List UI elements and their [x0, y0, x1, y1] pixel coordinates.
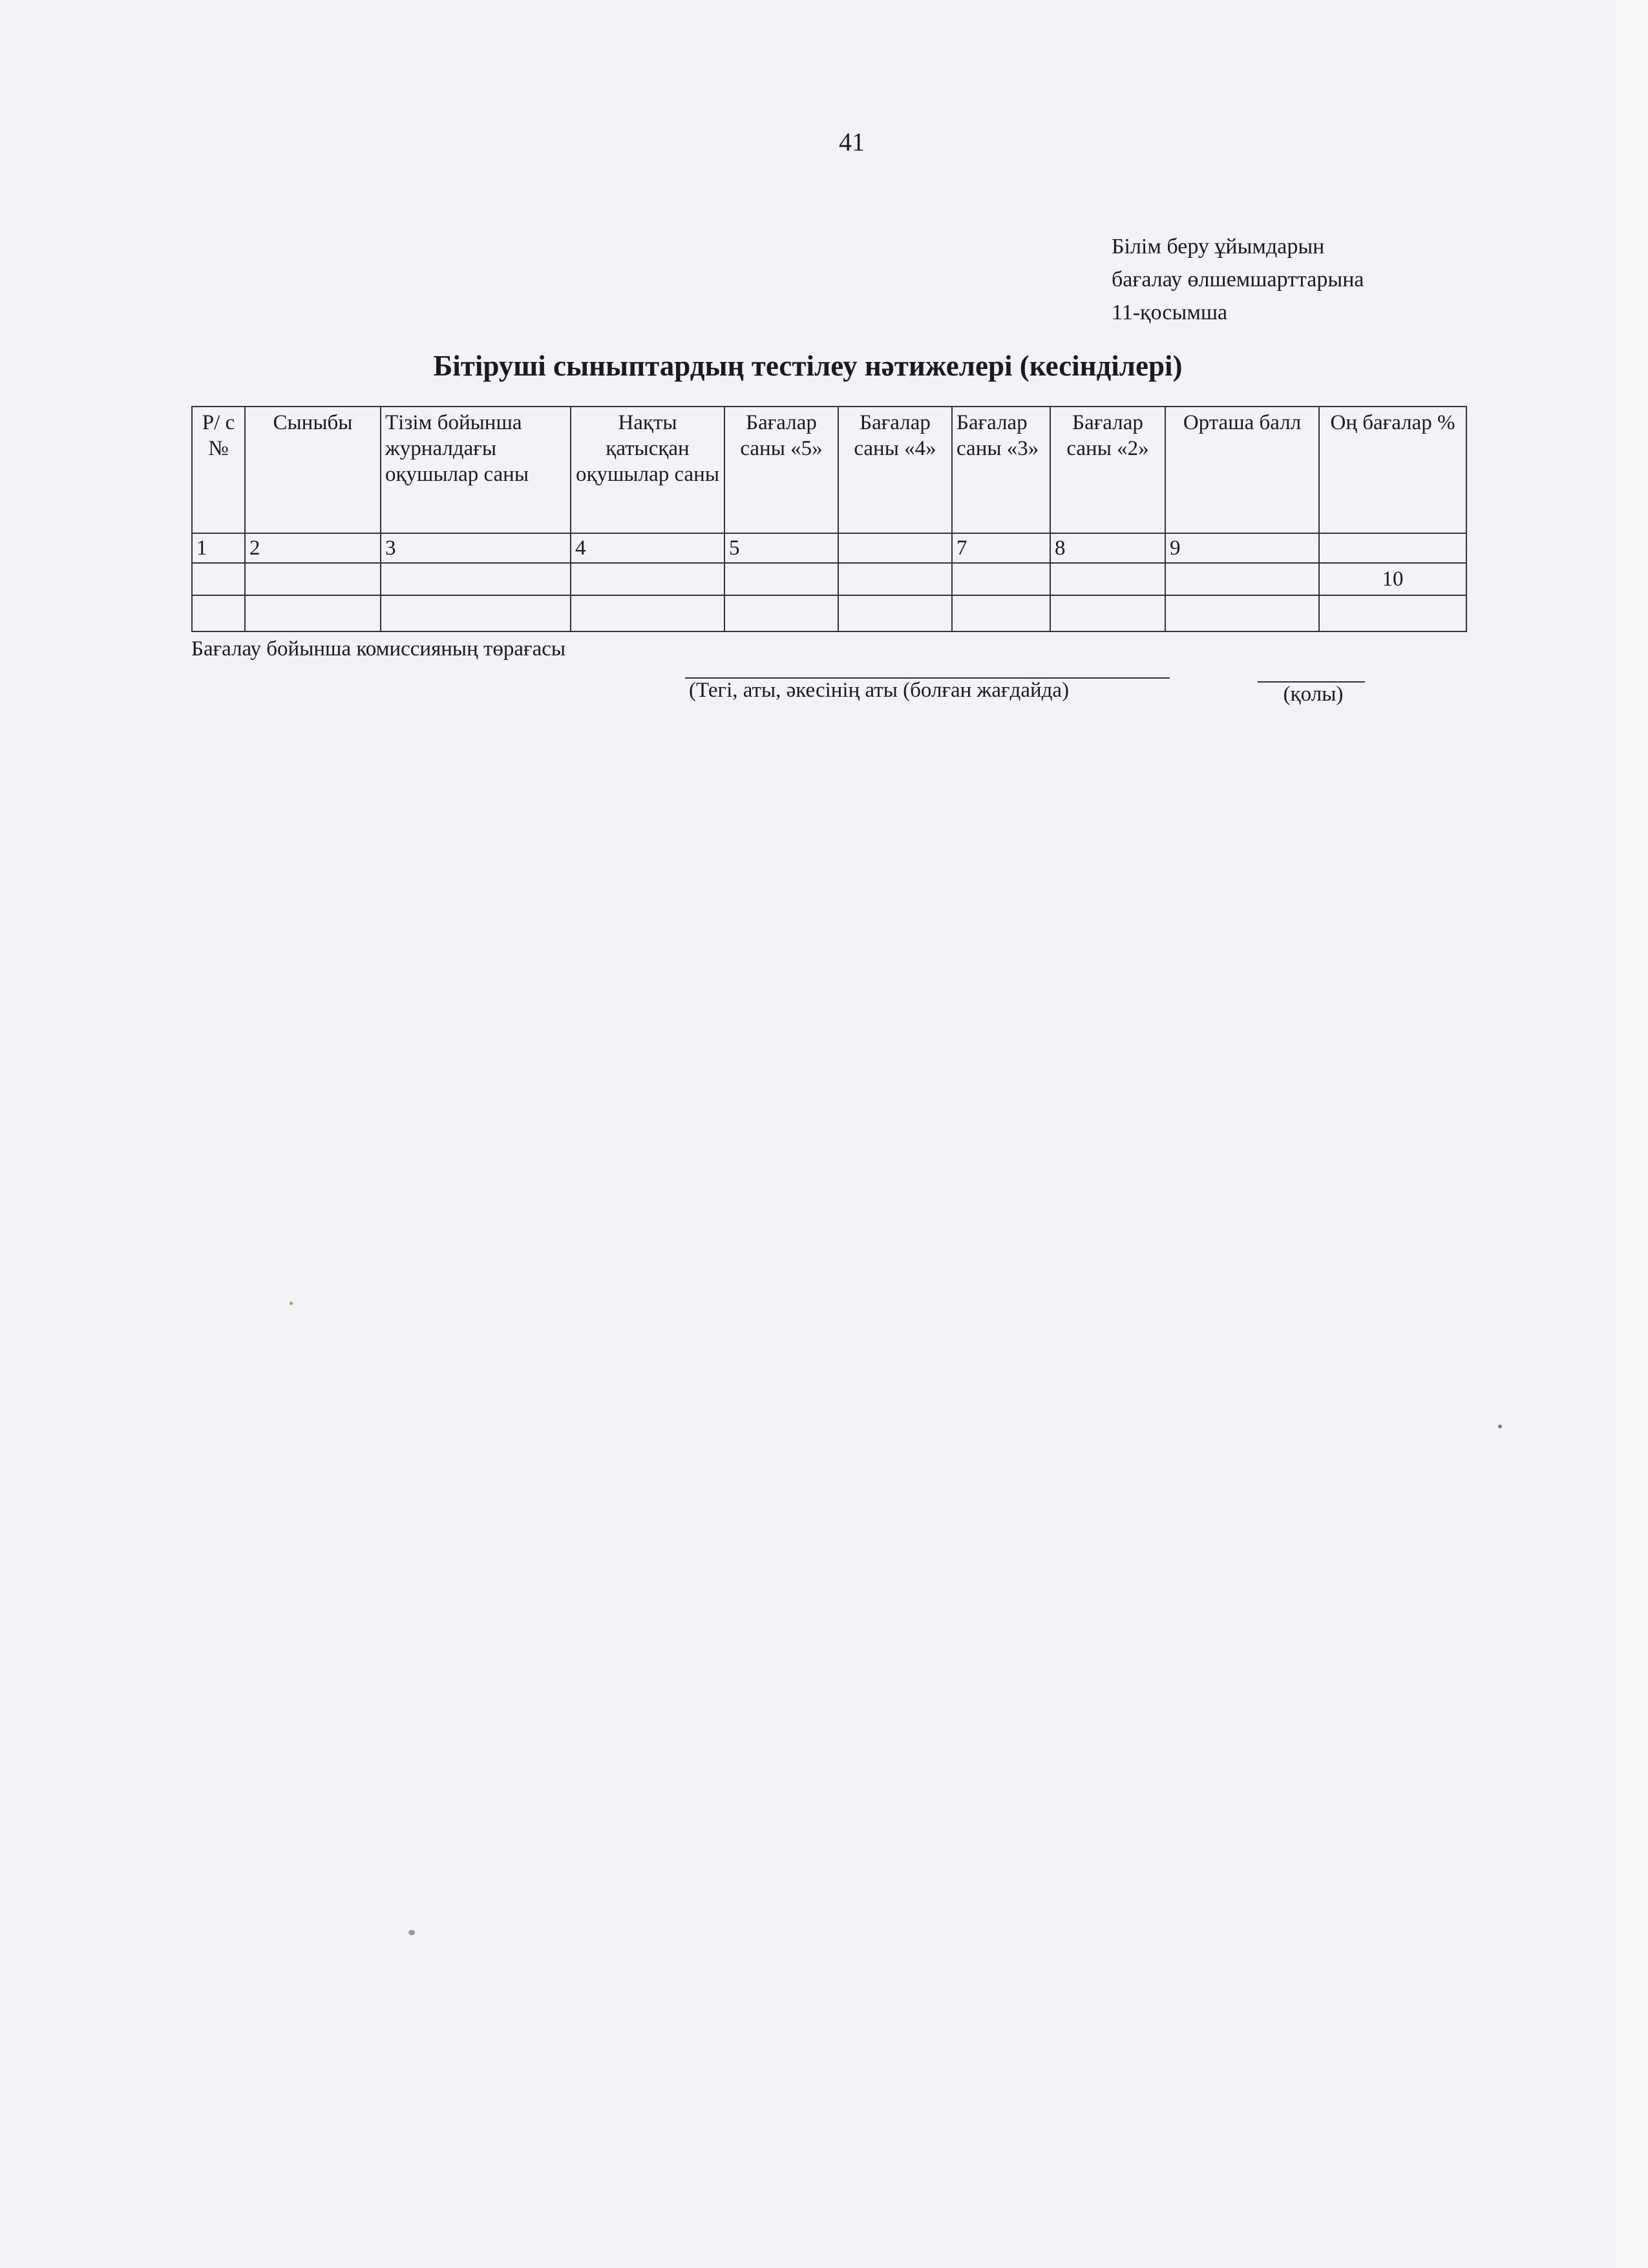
table-cell: 3	[381, 533, 571, 563]
header-cell-average: Орташа балл	[1165, 407, 1319, 533]
document-title: Бітіруші сыныптардың тестілеу нәтижелері (кесінділері)	[433, 350, 1183, 382]
table-cell: 2	[245, 533, 381, 563]
table-cell: 9	[1165, 533, 1319, 563]
annex-line-3: 11-қосымша	[1112, 301, 1228, 324]
annex-line-2: бағалау өлшемшарттарына	[1112, 268, 1364, 291]
table-cell	[1165, 595, 1319, 631]
table-cell	[1319, 595, 1466, 631]
table-cell	[724, 563, 838, 595]
table-cell: 7	[952, 533, 1050, 563]
header-cell-grade-5: Бағалар саны «5»	[724, 407, 838, 533]
table-row	[192, 595, 1466, 631]
page-number: 41	[839, 127, 865, 156]
table-cell	[571, 563, 724, 595]
table-cell	[1050, 595, 1165, 631]
table-cell	[192, 563, 245, 595]
header-cell-grade-3: Бағалар саны «3»	[952, 407, 1050, 533]
annex-line-1: Білім беру ұйымдарын	[1112, 235, 1325, 259]
results-table	[191, 406, 1467, 632]
signature-caption: (қолы)	[1283, 683, 1344, 706]
table-cell	[192, 595, 245, 631]
scan-speck	[290, 1302, 293, 1305]
table-cell	[1165, 563, 1319, 595]
table-cell	[838, 563, 952, 595]
header-cell-grade-2: Бағалар саны «2»	[1050, 407, 1165, 533]
table-cell	[724, 595, 838, 631]
table-cell	[952, 563, 1050, 595]
table-cell	[952, 595, 1050, 631]
table-cell	[1050, 563, 1165, 595]
scan-speck	[1498, 1425, 1502, 1428]
table-cell	[245, 563, 381, 595]
table-cell: 4	[571, 533, 724, 563]
table-cell	[1319, 533, 1466, 563]
table-cell	[381, 595, 571, 631]
table-cell: 5	[724, 533, 838, 563]
table-cell: 10	[1319, 563, 1466, 595]
header-cell-list-count: Тізім бойынша журналдағы оқушылар саны	[381, 407, 571, 533]
table-cell	[245, 595, 381, 631]
scan-speck	[408, 1930, 415, 1935]
header-cell-positive-percent: Оң бағалар %	[1319, 407, 1466, 533]
table-cell	[381, 563, 571, 595]
table-cell	[838, 533, 952, 563]
commission-chair-label: Бағалау бойынша комиссияның төрағасы	[191, 637, 566, 661]
table-header-row	[192, 407, 1466, 533]
table-cell	[838, 595, 952, 631]
table-row-index	[192, 533, 1466, 563]
header-cell-number: Р/ с №	[192, 407, 245, 533]
header-cell-class: Сыныбы	[245, 407, 381, 533]
header-cell-present-count: Нақты қатысқан оқушылар саны	[571, 407, 724, 533]
table-cell	[571, 595, 724, 631]
name-caption: (Тегі, аты, әкесінің аты (болған жағдайда)	[689, 679, 1070, 702]
annex-note	[1112, 230, 1499, 329]
table-cell: 8	[1050, 533, 1165, 563]
table-row	[192, 563, 1466, 595]
header-cell-grade-4: Бағалар саны «4»	[838, 407, 952, 533]
table-cell: 1	[192, 533, 245, 563]
